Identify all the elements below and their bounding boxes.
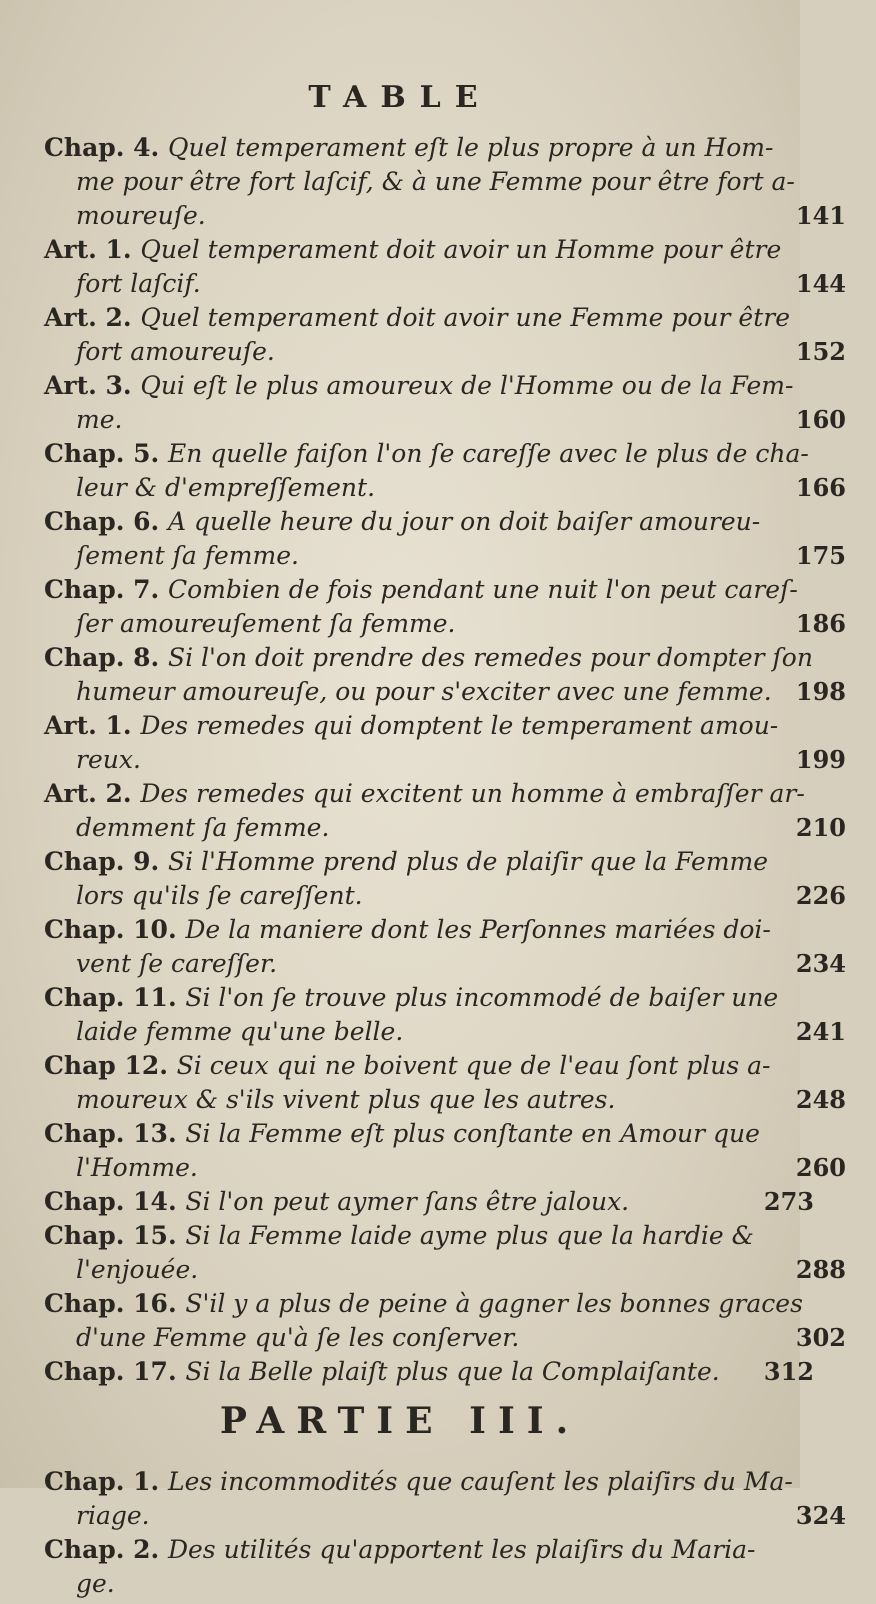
toc-entry-text: l'enjouée. <box>76 1255 199 1284</box>
toc-page-number: 260 <box>795 1153 846 1182</box>
toc-entry-label: Art. 1. <box>44 711 141 740</box>
toc-entry-text: ſer amoureuſement ſa femme. <box>76 609 456 638</box>
toc-entry-label: Chap 12. <box>44 1051 177 1080</box>
toc-page-number: 226 <box>795 881 846 910</box>
toc-entry-text: l'Homme. <box>76 1153 198 1182</box>
toc-entry-text: lors qu'ils ſe careſſent. <box>76 881 363 910</box>
toc-entry-text: me pour être fort laſcif, & à une Femme pour être fort a- <box>76 167 795 196</box>
toc-page-number: 302 <box>795 1323 846 1352</box>
toc-entry-text: humeur amoureuſe, ou pour s'exciter avec une femme. <box>76 677 772 706</box>
toc-page-number: 144 <box>795 269 846 298</box>
toc-page-number: 160 <box>795 405 846 434</box>
toc-entry-text: S'il y a plus de peine à gagner les bonnes graces <box>185 1289 803 1318</box>
toc-entry-text: leur & d'empreſſement. <box>76 473 376 502</box>
toc-entry-text: ge. <box>76 1569 115 1598</box>
toc-entry-text: moureux & s'ils vivent plus que les autres. <box>76 1085 616 1114</box>
toc-page-number: 273 <box>763 1187 814 1216</box>
toc-entry-text: riage. <box>76 1501 150 1530</box>
toc-page-number: 186 <box>795 609 846 638</box>
toc-entry-text: Des remedes qui domptent le temperament amou- <box>140 711 779 740</box>
toc-entry-text: Si la Belle plaiſt plus que la Complaiſante. <box>185 1357 720 1386</box>
toc-entry-label: Art. 1. <box>44 235 141 264</box>
toc-page-number: 288 <box>795 1255 846 1284</box>
toc-page-number: 241 <box>795 1017 846 1046</box>
toc-entry-line <box>0 1352 844 1392</box>
page-header: TABLE <box>308 80 492 115</box>
toc-entry-text: En quelle faiſon l'on ſe careſſe avec le plus de cha- <box>167 439 809 468</box>
toc-entry-label: Chap. 15. <box>44 1221 186 1250</box>
toc-entry-text: Des remedes qui excitent un homme à embraſſer ar- <box>140 779 805 808</box>
toc-entry-text: fort laſcif. <box>76 269 201 298</box>
toc-entry-text: Si ceux qui ne boivent que de l'eau ſont plus a- <box>176 1051 771 1080</box>
toc-page-number: 199 <box>795 745 846 774</box>
toc-entry-label: Art. 2. <box>44 779 141 808</box>
toc-entry-text: reux. <box>76 745 141 774</box>
toc-entry-text: Si l'on ſe trouve plus incommodé de baiſer une <box>185 983 779 1012</box>
toc-entry-label: Art. 2. <box>44 303 141 332</box>
toc-page-number: 324 <box>795 1501 846 1530</box>
toc-entry-label: Chap. 1. <box>44 1467 168 1496</box>
toc-entry-label: Chap. 13. <box>44 1119 186 1148</box>
toc-entry-text: Si la Femme eſt plus conſtante en Amour que <box>185 1119 760 1148</box>
toc-entry-text: Combien de fois pendant une nuit l'on peut careſ- <box>167 575 798 604</box>
toc-entry-label: Chap. 9. <box>44 847 168 876</box>
toc-page-number: 198 <box>795 677 846 706</box>
toc-entry-label: Chap. 6. <box>44 507 168 536</box>
toc-page-number: 166 <box>795 473 846 502</box>
toc-page-number: 248 <box>795 1085 846 1114</box>
toc-page-number: 210 <box>795 813 846 842</box>
toc-entry-label: Chap. 4. <box>44 133 168 162</box>
toc-entry-text: Quel temperament doit avoir une Femme pour être <box>140 303 790 332</box>
toc-entry-label: Chap. 2. <box>44 1535 168 1564</box>
toc-entry-label: Chap. 7. <box>44 575 168 604</box>
toc-page-number: 175 <box>795 541 846 570</box>
toc-entry-text: fort amoureuſe. <box>76 337 275 366</box>
toc-entry-text: Quel temperament doit avoir un Homme pour être <box>140 235 782 264</box>
toc-entry-text: A quelle heure du jour on doit baiſer amoureu- <box>167 507 761 536</box>
part-heading: PARTIE III. <box>219 1400 581 1442</box>
toc-entry-label: Art. 3. <box>44 371 141 400</box>
toc-entry-label: Chap. 11. <box>44 983 186 1012</box>
toc-entry-text: Quel temperament eſt le plus propre à un Hom- <box>167 133 774 162</box>
toc-page-number: 234 <box>795 949 846 978</box>
toc-entry-text: laide femme qu'une belle. <box>76 1017 404 1046</box>
toc-page-number: 152 <box>795 337 846 366</box>
toc-entry-text: Si l'on peut aymer ſans être jaloux. <box>185 1187 630 1216</box>
toc-entry-label: Chap. 10. <box>44 915 186 944</box>
toc-entry-text: Si l'Homme prend plus de plaiſir que la Femme <box>167 847 769 876</box>
toc-entry-text: De la maniere dont les Perſonnes mariées doi- <box>185 915 771 944</box>
toc-entry-text: ſement ſa femme. <box>76 541 299 570</box>
toc-entry-text: Des utilités qu'apportent les plaiſirs du Maria- <box>167 1535 756 1564</box>
toc-entry-text: Si la Femme laide ayme plus que la hardie & <box>185 1221 754 1250</box>
toc-entry-text: vent ſe careſſer. <box>76 949 278 978</box>
toc-entry-text: Les incommodités que cauſent les plaiſirs du Ma- <box>167 1467 793 1496</box>
toc-entry-label: Chap. 8. <box>44 643 168 672</box>
toc-entry-text: Qui eſt le plus amoureux de l'Homme ou de la Fem- <box>140 371 794 400</box>
toc-entry-text: demment ſa femme. <box>76 813 330 842</box>
toc-entry-text: me. <box>76 405 123 434</box>
toc-entry-line <box>0 1564 876 1604</box>
toc-entry-label: Chap. 14. <box>44 1187 186 1216</box>
toc-entry-text: d'une Femme qu'à ſe les conſerver. <box>76 1323 520 1352</box>
toc-page-number: 141 <box>795 201 846 230</box>
toc-entry-text: Si l'on doit prendre des remedes pour dompter ſon <box>167 643 813 672</box>
toc-entry-label: Chap. 17. <box>44 1357 186 1386</box>
toc-page-number: 312 <box>763 1357 814 1386</box>
toc-entry-text: moureuſe. <box>76 201 206 230</box>
toc-entry-label: Chap. 16. <box>44 1289 186 1318</box>
toc-entry-label: Chap. 5. <box>44 439 168 468</box>
